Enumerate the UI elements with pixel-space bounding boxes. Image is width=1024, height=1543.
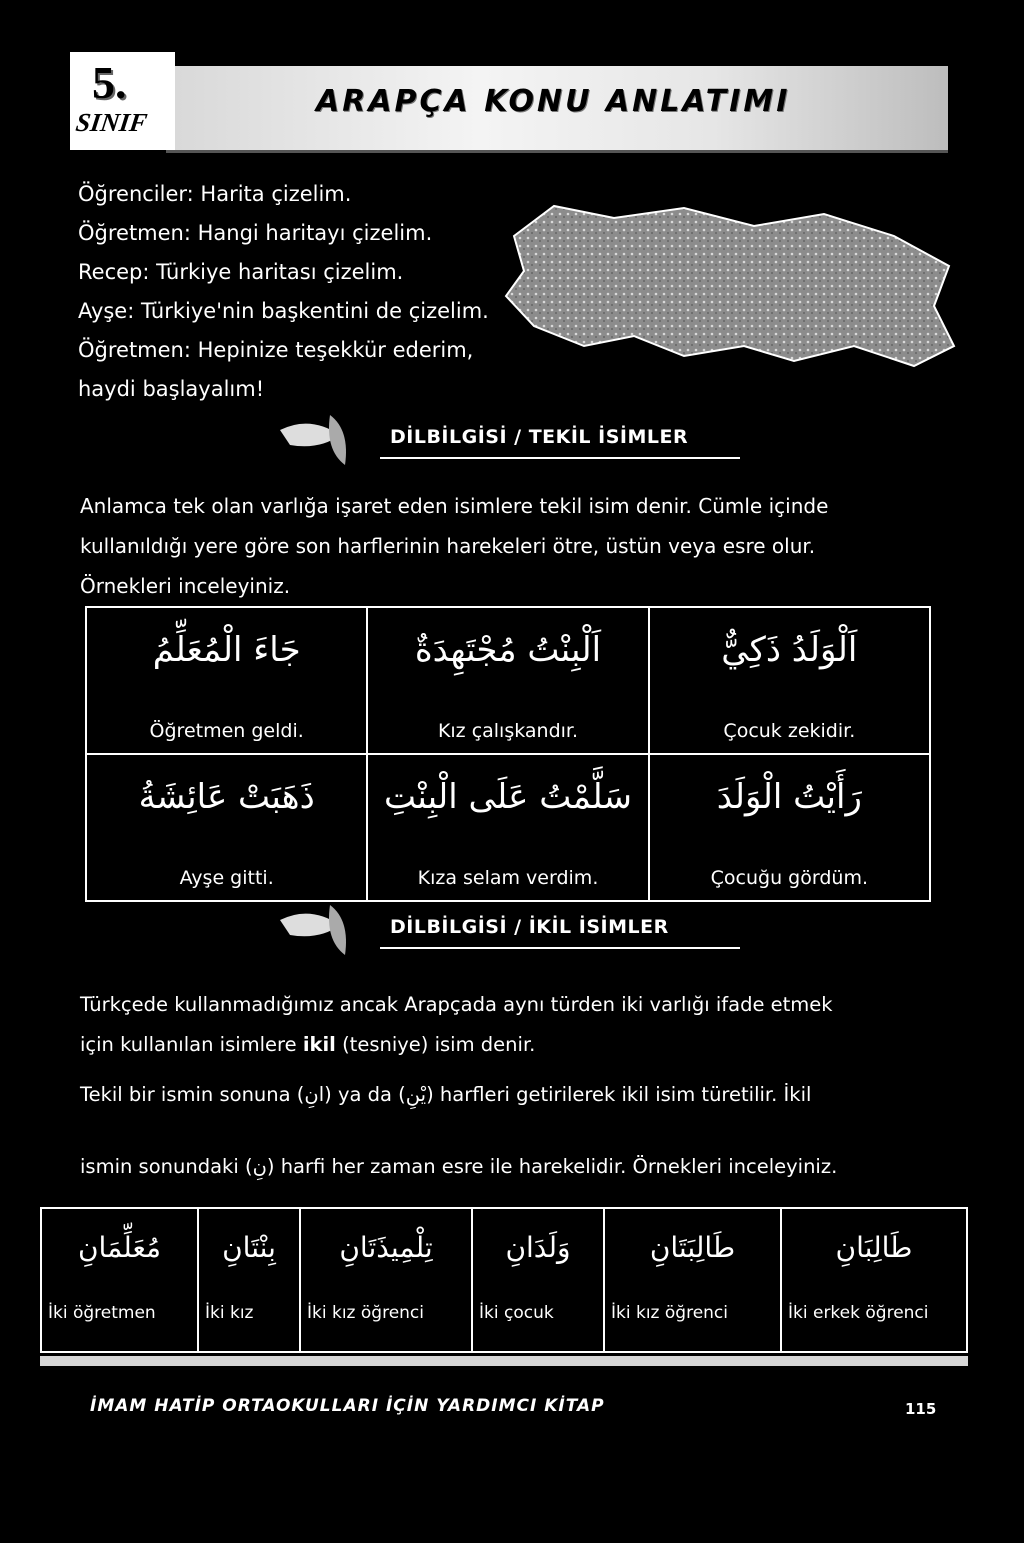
dialogue-line: Ayşe: Türkiye'nin başkentini de çizelim. bbox=[78, 299, 489, 323]
turkish-translation: İki öğretmen bbox=[48, 1303, 156, 1323]
paragraph-line bbox=[80, 1075, 960, 1115]
arabic-example: سَلَّمْتُ عَلَى الْبِنْتِ bbox=[383, 777, 632, 817]
turkish-translation: İki kız öğrenci bbox=[611, 1303, 728, 1323]
heading-underline bbox=[380, 457, 740, 459]
section-heading-text: DİLBİLGİSİ / TEKİL İSİMLER bbox=[390, 426, 689, 448]
arabic-example: تِلْمِيذَتَانِ bbox=[339, 1231, 433, 1264]
table-cell bbox=[367, 607, 648, 754]
leaf-ornament-icon bbox=[270, 900, 380, 960]
text-span: Tekil bir ismin sonuna ( bbox=[80, 1083, 305, 1106]
table-cell bbox=[41, 1208, 198, 1352]
dialogue-line: Öğretmen: Hepinize teşekkür ederim, bbox=[78, 338, 474, 362]
table-cell bbox=[86, 754, 367, 901]
table-cell bbox=[604, 1208, 781, 1352]
page-number: 115 bbox=[905, 1400, 937, 1418]
tekil-explanation bbox=[80, 486, 940, 606]
paragraph-line bbox=[80, 1025, 960, 1065]
grade-number: 5. bbox=[92, 57, 127, 108]
dialogue-line: Öğrenciler: Harita çizelim. bbox=[78, 182, 352, 206]
header bbox=[70, 52, 948, 150]
table-cell bbox=[649, 607, 930, 754]
table-cell bbox=[367, 754, 648, 901]
leaf-ornament-icon bbox=[270, 410, 380, 470]
turkish-translation: İki çocuk bbox=[479, 1303, 554, 1323]
table-cell bbox=[86, 607, 367, 754]
dialogue bbox=[78, 175, 548, 409]
arabic-example: بِنْتَانِ bbox=[222, 1231, 276, 1264]
footer-divider bbox=[40, 1356, 968, 1366]
section-heading-ikil bbox=[270, 900, 760, 960]
paragraph-line bbox=[80, 1147, 960, 1187]
text-span: ) harfleri getirilerek ikil isim türetilir. İkil bbox=[426, 1083, 812, 1106]
arabic-suffix: نِ bbox=[252, 1155, 267, 1178]
arabic-example: طَالِبَتَانِ bbox=[649, 1231, 736, 1264]
footer-title: İMAM HATİP ORTAOKULLARI İÇİN YARDIMCI KİTAP bbox=[90, 1396, 605, 1416]
dialogue-line: haydi başlayalım! bbox=[78, 377, 265, 401]
turkish-translation: İki kız bbox=[205, 1303, 254, 1323]
table-row bbox=[86, 754, 930, 901]
text-span: ) ya da ( bbox=[324, 1083, 406, 1106]
turkish-translation: İki kız öğrenci bbox=[307, 1303, 424, 1323]
arabic-example: مُعَلِّمَانِ bbox=[77, 1231, 162, 1264]
tekil-examples-table bbox=[85, 606, 931, 902]
ikil-explanation bbox=[80, 985, 960, 1187]
turkish-translation: Kıza selam verdim. bbox=[417, 867, 599, 889]
turkish-translation: Kız çalışkandır. bbox=[437, 720, 579, 742]
text-span: ismin sonundaki ( bbox=[80, 1155, 253, 1178]
turkish-translation: Öğretmen geldi. bbox=[149, 720, 304, 742]
turkish-translation: İki erkek öğrenci bbox=[788, 1303, 929, 1323]
title-banner bbox=[166, 66, 948, 153]
text-span: için kullanılan isimlere bbox=[80, 1033, 303, 1056]
paragraph-line: Örnekleri inceleyiniz. bbox=[80, 574, 291, 598]
arabic-example: وَلَدَانِ bbox=[505, 1231, 571, 1264]
table-cell bbox=[781, 1208, 967, 1352]
turkish-translation: Ayşe gitti. bbox=[179, 867, 274, 889]
grade-word: SINIF bbox=[74, 108, 149, 137]
arabic-example: رَأَيْتُ الْوَلَدَ bbox=[716, 777, 862, 817]
table-cell bbox=[649, 754, 930, 901]
arabic-suffix: انِ bbox=[304, 1083, 325, 1106]
turkey-map-illustration bbox=[494, 196, 964, 406]
arabic-example: ذَهَبَتْ عَائِشَةُ bbox=[138, 777, 315, 817]
dialogue-line: Recep: Türkiye haritası çizelim. bbox=[78, 260, 404, 284]
turkish-translation: Çocuk zekidir. bbox=[723, 720, 856, 742]
paragraph-line: Türkçede kullanmadığımız ancak Arapçada aynı türden iki varlığı ifade etmek bbox=[80, 993, 833, 1016]
arabic-example: جَاءَ الْمُعَلِّمُ bbox=[152, 630, 301, 670]
ikil-examples-table bbox=[40, 1207, 968, 1353]
arabic-example: طَالِبَانِ bbox=[835, 1231, 913, 1264]
turkish-translation: Çocuğu gördüm. bbox=[710, 867, 868, 889]
grade-badge bbox=[70, 52, 175, 150]
text-span: ) harfi her zaman esre ile harekelidir. Örnekleri inceleyiniz. bbox=[266, 1155, 838, 1178]
table-row bbox=[41, 1208, 967, 1352]
book-title: ARAPÇA KONU ANLATIMI bbox=[316, 84, 791, 119]
dialogue-line: Öğretmen: Hangi haritayı çizelim. bbox=[78, 221, 433, 245]
section-heading-tekil bbox=[270, 410, 760, 470]
paragraph-line: Anlamca tek olan varlığa işaret eden isimlere tekil isim denir. Cümle içinde bbox=[80, 494, 829, 518]
table-cell bbox=[472, 1208, 604, 1352]
table-cell bbox=[300, 1208, 472, 1352]
arabic-suffix: يْنِ bbox=[405, 1083, 427, 1106]
heading-underline bbox=[380, 947, 740, 949]
table-row bbox=[86, 607, 930, 754]
arabic-example: اَلْبِنْتُ مُجْتَهِدَةٌ bbox=[414, 630, 602, 670]
paragraph-line: kullanıldığı yere göre son harflerinin harekeleri ötre, üstün veya esre olur. bbox=[80, 534, 816, 558]
text-span: (tesniye) isim denir. bbox=[335, 1033, 536, 1056]
bold-term: ikil bbox=[302, 1033, 336, 1056]
table-cell bbox=[198, 1208, 300, 1352]
arabic-example: اَلْوَلَدُ ذَكِيٌّ bbox=[721, 630, 858, 670]
section-heading-text: DİLBİLGİSİ / İKİL İSİMLER bbox=[390, 916, 669, 938]
